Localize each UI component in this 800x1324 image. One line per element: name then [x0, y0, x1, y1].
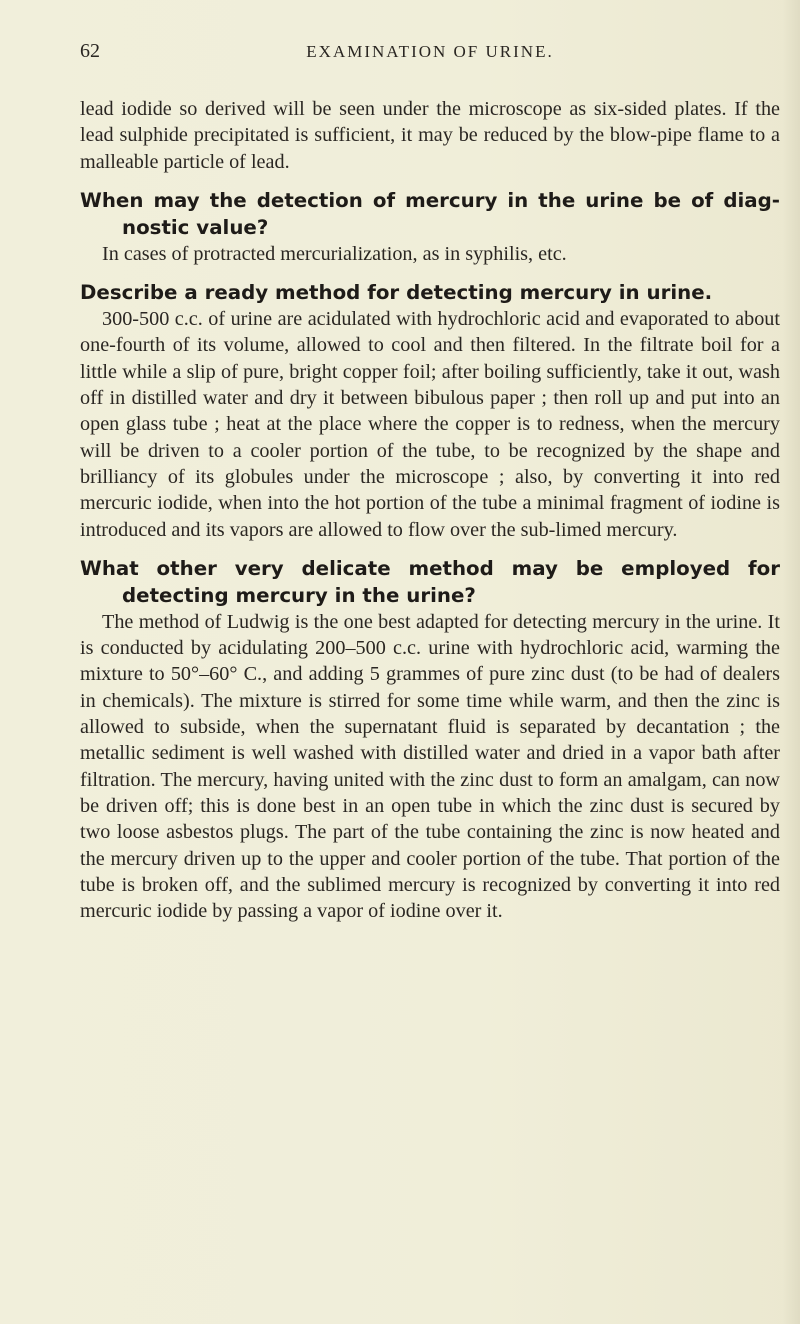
page-edge-shadow	[782, 0, 800, 1324]
answer-paragraph: In cases of protracted mercurialization, as in syphilis, etc.	[102, 242, 567, 265]
question-heading: What other very delicate method may be employed for detecting mercury in the urine?	[80, 556, 780, 607]
running-head	[80, 40, 780, 66]
answer-paragraph: 300-500 c.c. of urine are acidulated with hydrochloric acid and evaporated to about one-fourth of its volume, allowed to cool and then filtered. In the filtrate boil for a little while a slip of pure, bright copper foil; after boiling sufficiently, take it out, wash off in distilled water and dry it between bibulous paper ; then roll up and put into an open glass tube ; heat at the place where the copper is to redness, when the mercury will be driven to a cooler portion of the tube, to be recognized by the shape and brilliancy of its globules under the microscope ; also, by converting it into red mercuric iodide, when into the hot portion of the tube a minimal fragment of iodine is introduced and its vapors are allowed to flow over the sub-limed mercury.	[80, 308, 780, 541]
question-heading: When may the detection of mercury in the urine be of diag-nostic value?	[80, 188, 780, 239]
intro-paragraph: lead iodide so derived will be seen under the microscope as six-sided plates. If the lead sulphide precipitated is sufficient, it may be reduced by the blow-pipe flame to a malleable particle of lead.	[80, 98, 780, 173]
answer-paragraph: The method of Ludwig is the one best adapted for detecting mercury in the urine. It is conducted by acidulating 200–500 c.c. urine with hydrochloric acid, warming the mixture to 50°–60° C., and adding 5 grammes of pure zinc dust (to be had of dealers in chemicals). The mixture is stirred for some time while warm, and then the zinc is allowed to subside, when the supernatant fluid is separated by decantation ; the metallic sediment is well washed with distilled water and dried in a vapor bath after filtration. The mercury, having united with the zinc dust to form an amalgam, can now be driven off; this is done best in an open tube in which the zinc dust is secured by two loose asbestos plugs. The part of the tube containing the zinc is now heated and the mercury driven up to the upper and cooler portion of the tube. That portion of the tube is broken off, and the sublimed mercury is recognized by converting it into red mercuric iodide by passing a vapor of iodine over it.	[80, 610, 780, 923]
page-number: 62	[80, 40, 100, 62]
page-content	[80, 96, 780, 924]
question-heading: Describe a ready method for detecting mercury in urine.	[80, 281, 713, 305]
running-title: EXAMINATION OF URINE.	[306, 42, 554, 61]
